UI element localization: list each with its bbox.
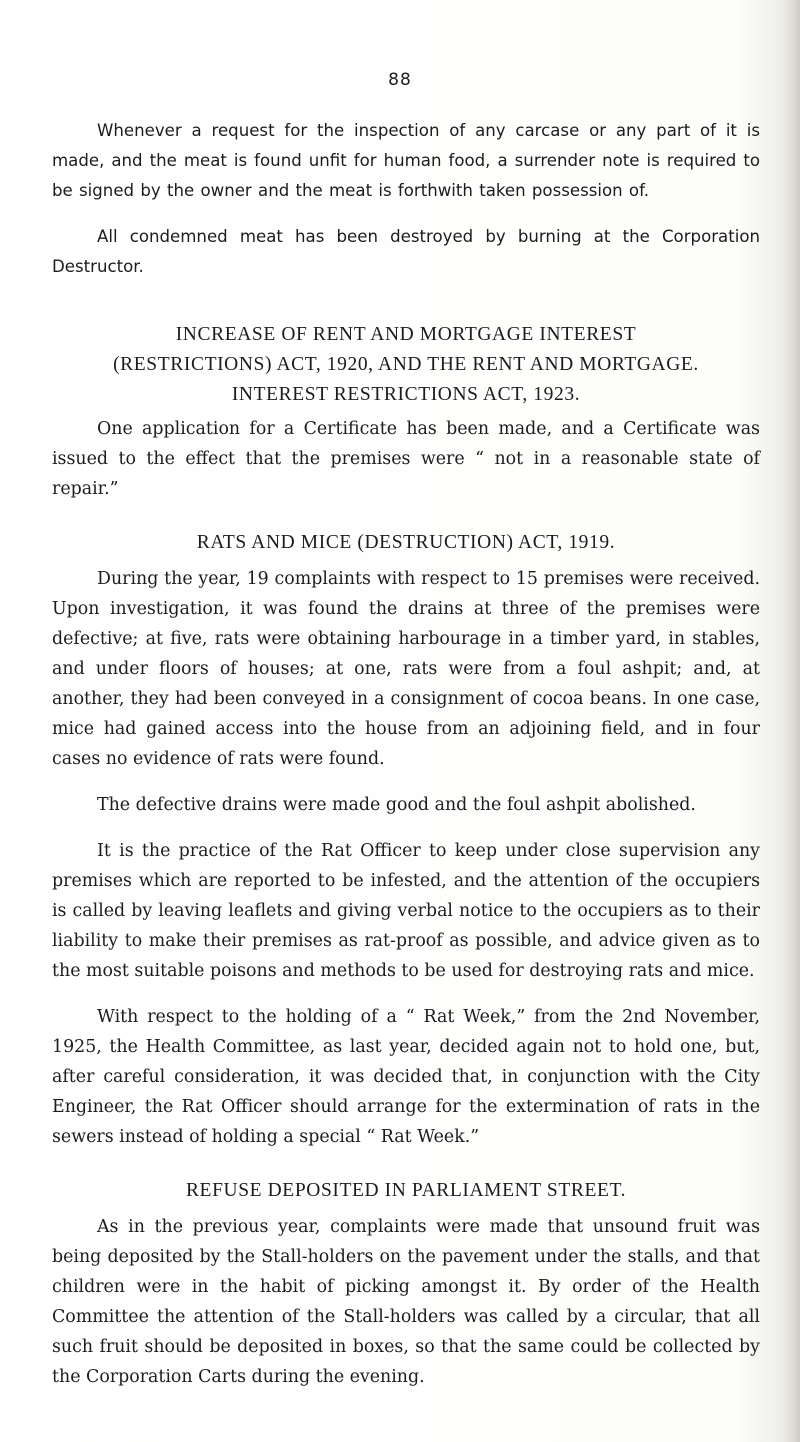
paragraph-unsound-fruit: As in the previous year, complaints were made that unsound fruit was being deposited by the Stall-holders on the pavement under the stalls, and that children were in the habit of picking amongst it. By order of the Health Committee the attention of the Stall-holders was called by a circular, that all such fruit should be deposited in boxes, so that the same could be collected by the Corporation Carts during the evening.: [52, 1217, 760, 1387]
page-edge-shadow: [782, 0, 800, 1442]
document-body: [52, 116, 760, 1392]
heading-rats-mice-act: RATS AND MICE (DESTRUCTION) ACT, 1919.: [196, 532, 616, 553]
paragraph-defective-drains: The defective drains were made good and the foul ashpit abolished.: [97, 795, 696, 815]
heading-refuse-parliament-street: REFUSE DEPOSITED IN PARLIAMENT STREET.: [185, 1180, 627, 1201]
paragraph-condemned-meat: All condemned meat has been destroyed by burning at the Corporation Destructor.: [52, 227, 760, 276]
heading-rent-mortgage-line-1: INCREASE OF RENT AND MORTGAGE INTEREST: [175, 324, 637, 345]
paragraph-certificate: One application for a Certificate has been made, and a Certificate was issued to the effect that the premises were “ not in a reasonable state of repair.”: [52, 419, 760, 499]
paragraph-meat-inspection: Whenever a request for the inspection of any carcase or any part of it is made, and the meat is found unfit for human food, a surrender note is required to be signed by the owner and the meat is forthwith taken possession of.: [52, 121, 760, 200]
paragraph-rat-officer: It is the practice of the Rat Officer to keep under close supervision any premises which are reported to be infested, and the attention of the occupiers is called by leaving leaflets and giving verbal notice to the occupiers as to their liability to make their premises as rat-proof as possible, and advice given as to the most suitable poisons and methods to be used for destroying rats and mice.: [52, 841, 760, 981]
paragraph-rat-week: With respect to the holding of a “ Rat Week,” from the 2nd November, 1925, the Health Committee, as last year, decided again not to hold one, but, after careful consideration, it was decided that, in conjunction with the City Engineer, the Rat Officer should arrange for the extermination of rats in the sewers instead of holding a special “ Rat Week.”: [52, 1007, 760, 1147]
heading-rent-mortgage-act: [52, 320, 760, 410]
page-number: 88: [388, 70, 412, 90]
heading-rent-mortgage-line-2: (RESTRICTIONS) ACT, 1920, AND THE RENT AND MORTGAGE.: [113, 354, 699, 375]
heading-rent-mortgage-line-3: INTEREST RESTRICTIONS ACT, 1923.: [231, 384, 581, 405]
paragraph-complaints: During the year, 19 complaints with respect to 15 premises were received. Upon investigation, it was found the drains at three of the premises were defective; at five, rats were obtaining harbourage in a timber yard, in stables, and under floors of houses; at one, rats were from a foul ashpit; and, at another, they had been conveyed in a consignment of cocoa beans. In one case, mice had gained access into the house from an adjoining field, and in four cases no evidence of rats were found.: [52, 569, 760, 769]
